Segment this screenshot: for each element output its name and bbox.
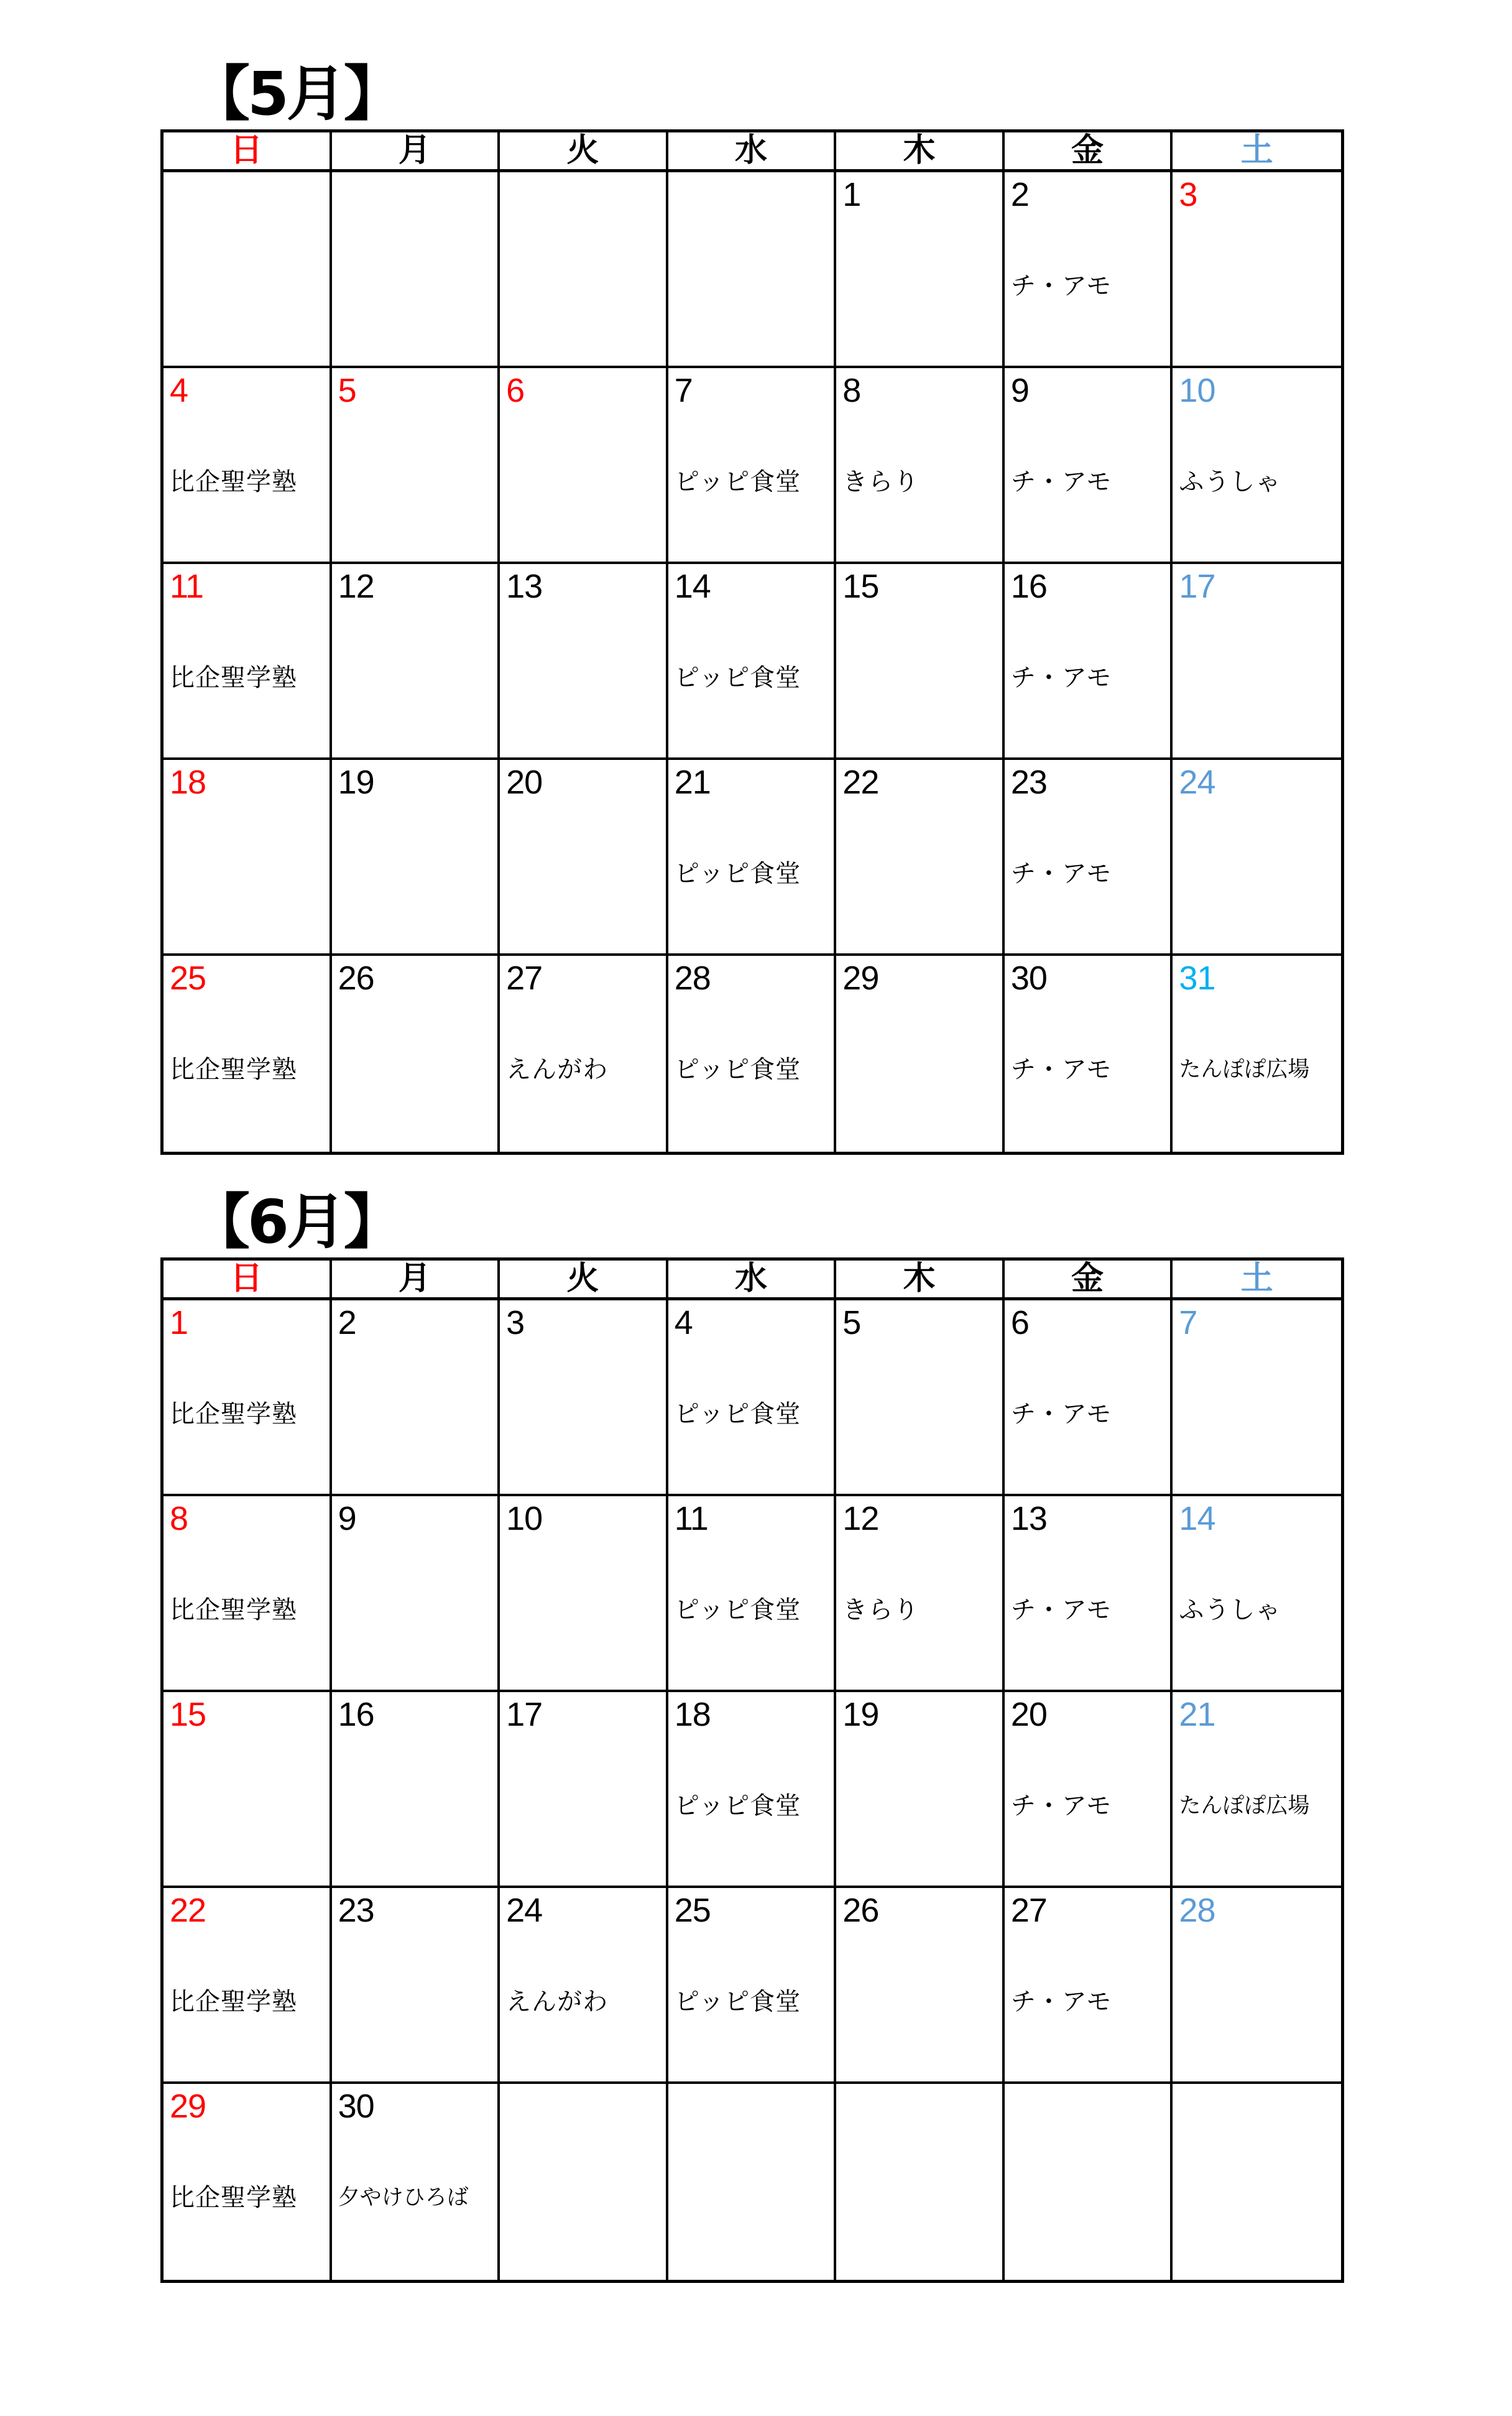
day-cell <box>1173 564 1341 757</box>
day-cell <box>836 1496 1005 1690</box>
weekday-sunday: 日 <box>164 132 332 169</box>
week-row <box>164 760 1341 956</box>
day-event: きらり <box>842 1596 920 1624</box>
day-number: 7 <box>674 372 693 409</box>
day-cell <box>1173 956 1341 1152</box>
day-cell <box>1005 368 1173 562</box>
day-number: 22 <box>170 1892 206 1929</box>
week-row <box>164 2084 1341 2280</box>
day-cell <box>836 2084 1005 2280</box>
day-cell <box>332 1300 500 1494</box>
weekday-sunday: 日 <box>164 1261 332 1297</box>
day-event: きらり <box>842 468 920 496</box>
day-cell <box>1173 1888 1341 2081</box>
day-cell <box>1173 1300 1341 1494</box>
day-number: 9 <box>1010 372 1029 409</box>
day-event: ピッピ食堂 <box>674 1792 801 1820</box>
day-cell <box>668 956 837 1152</box>
day-number: 12 <box>338 568 374 605</box>
day-number: 13 <box>506 568 543 605</box>
weekday-wednesday: 水 <box>668 1261 837 1297</box>
day-event: チ・アモ <box>1010 1988 1112 2016</box>
day-number: 30 <box>338 2088 374 2125</box>
day-number: 10 <box>506 1500 543 1537</box>
day-number: 5 <box>338 372 356 409</box>
day-cell <box>1173 1692 1341 1886</box>
day-cell <box>668 172 837 366</box>
day-event: えんがわ <box>506 1988 609 2016</box>
week-row <box>164 1692 1341 1888</box>
day-cell <box>1005 1496 1173 1690</box>
day-number: 6 <box>506 372 525 409</box>
day-cell <box>164 956 332 1152</box>
day-event: チ・アモ <box>1010 664 1112 692</box>
day-number: 18 <box>674 1696 711 1733</box>
day-number: 22 <box>842 764 879 801</box>
day-cell <box>1005 2084 1173 2280</box>
day-number: 27 <box>506 960 543 997</box>
day-cell <box>332 1888 500 2081</box>
day-cell <box>500 1692 668 1886</box>
day-cell <box>332 172 500 366</box>
day-event: ピッピ食堂 <box>674 1055 801 1084</box>
day-event: ピッピ食堂 <box>674 1596 801 1624</box>
week-row <box>164 1496 1341 1692</box>
day-cell <box>500 1496 668 1690</box>
day-cell <box>1173 172 1341 366</box>
day-cell <box>164 1496 332 1690</box>
day-event: 比企聖学塾 <box>170 1596 297 1624</box>
day-cell <box>164 564 332 757</box>
day-event: ピッピ食堂 <box>674 1400 801 1428</box>
weekday-wednesday: 水 <box>668 132 837 169</box>
day-cell <box>836 564 1005 757</box>
day-number: 23 <box>338 1892 374 1929</box>
day-number: 25 <box>170 960 206 997</box>
day-number: 26 <box>842 1892 879 1929</box>
day-number: 2 <box>338 1304 356 1341</box>
day-number: 31 <box>1179 960 1215 997</box>
day-cell <box>668 760 837 953</box>
weekday-saturday: 土 <box>1240 1260 1273 1297</box>
day-event: 比企聖学塾 <box>170 468 297 496</box>
day-cell <box>500 2084 668 2280</box>
day-cell <box>332 1692 500 1886</box>
day-cell <box>332 760 500 953</box>
day-cell <box>836 1300 1005 1494</box>
day-cell <box>500 1300 668 1494</box>
day-cell <box>668 564 837 757</box>
day-cell <box>500 1888 668 2081</box>
day-cell <box>164 368 332 562</box>
day-event: 夕やけひろば <box>338 2185 469 2210</box>
day-cell <box>332 1496 500 1690</box>
day-number: 1 <box>170 1304 188 1341</box>
day-event: ふうしゃ <box>1179 468 1281 496</box>
weekday-header-row <box>164 1261 1341 1300</box>
day-event: チ・アモ <box>1010 859 1112 888</box>
day-number: 7 <box>1179 1304 1197 1341</box>
day-number: 23 <box>1010 764 1047 801</box>
day-cell <box>1173 368 1341 562</box>
day-event: チ・アモ <box>1010 468 1112 496</box>
day-number: 20 <box>1010 1696 1047 1733</box>
weekday-header-row <box>164 132 1341 172</box>
day-number: 15 <box>170 1696 206 1733</box>
day-event: ピッピ食堂 <box>674 664 801 692</box>
day-event: 比企聖学塾 <box>170 1400 297 1428</box>
day-number: 14 <box>1179 1500 1215 1537</box>
day-cell <box>836 956 1005 1152</box>
day-event: ピッピ食堂 <box>674 859 801 888</box>
day-cell <box>1173 2084 1341 2280</box>
day-cell <box>1005 564 1173 757</box>
weekday-tuesday: 火 <box>500 132 668 169</box>
day-event: ピッピ食堂 <box>674 1988 801 2016</box>
day-number: 13 <box>1010 1500 1047 1537</box>
day-number: 29 <box>170 2088 206 2125</box>
day-event: 比企聖学塾 <box>170 1055 297 1084</box>
day-event: 比企聖学塾 <box>170 1988 297 2016</box>
month-title: 【5月】 <box>190 59 401 129</box>
day-cell <box>1005 1692 1173 1886</box>
day-event: ふうしゃ <box>1179 1596 1281 1624</box>
day-number: 29 <box>842 960 879 997</box>
day-number: 24 <box>1179 764 1215 801</box>
day-number: 12 <box>842 1500 879 1537</box>
day-number: 11 <box>170 568 204 605</box>
day-number: 16 <box>1010 568 1047 605</box>
day-number: 25 <box>674 1892 711 1929</box>
weekday-friday: 金 <box>1005 1261 1173 1297</box>
day-cell <box>1173 760 1341 953</box>
day-cell <box>500 564 668 757</box>
day-number: 3 <box>1179 176 1197 213</box>
day-cell <box>1005 1300 1173 1494</box>
day-number: 17 <box>506 1696 543 1733</box>
day-number: 30 <box>1010 960 1047 997</box>
day-number: 4 <box>170 372 188 409</box>
weekday-friday: 金 <box>1005 132 1173 169</box>
day-cell <box>500 956 668 1152</box>
day-cell <box>332 2084 500 2280</box>
day-cell <box>1005 760 1173 953</box>
day-number: 19 <box>338 764 374 801</box>
day-cell <box>668 1888 837 2081</box>
weekday-saturday: 土 <box>1240 132 1273 169</box>
calendar-grid <box>160 1257 1344 2283</box>
weekday-thursday: 木 <box>836 132 1005 169</box>
day-number: 19 <box>842 1696 879 1733</box>
day-event: えんがわ <box>506 1055 609 1084</box>
day-number: 21 <box>674 764 711 801</box>
day-number: 24 <box>506 1892 543 1929</box>
day-event: チ・アモ <box>1010 1400 1112 1428</box>
day-cell <box>668 1692 837 1886</box>
day-cell <box>164 1300 332 1494</box>
day-event: チ・アモ <box>1010 272 1112 300</box>
week-row <box>164 956 1341 1152</box>
day-event: たんぽぽ広場 <box>1179 1057 1310 1082</box>
week-row <box>164 1888 1341 2084</box>
day-number: 8 <box>842 372 861 409</box>
day-cell <box>836 760 1005 953</box>
day-event: たんぽぽ広場 <box>1179 1793 1310 1818</box>
day-number: 17 <box>1179 568 1215 605</box>
week-row <box>164 172 1341 368</box>
week-row <box>164 368 1341 564</box>
day-number: 4 <box>674 1304 693 1341</box>
day-cell <box>332 564 500 757</box>
month-title: 【6月】 <box>190 1187 401 1257</box>
day-cell <box>332 956 500 1152</box>
day-cell <box>836 172 1005 366</box>
weekday-monday: 月 <box>332 132 500 169</box>
day-cell <box>1005 1888 1173 2081</box>
week-row <box>164 1300 1341 1496</box>
day-cell <box>836 1692 1005 1886</box>
day-cell <box>164 1888 332 2081</box>
day-event: チ・アモ <box>1010 1792 1112 1820</box>
day-event: 比企聖学塾 <box>170 2183 297 2212</box>
day-number: 11 <box>674 1500 708 1537</box>
day-number: 5 <box>842 1304 861 1341</box>
day-number: 2 <box>1010 176 1029 213</box>
day-number: 27 <box>1010 1892 1047 1929</box>
day-event: チ・アモ <box>1010 1596 1112 1624</box>
day-cell <box>164 2084 332 2280</box>
day-event: ピッピ食堂 <box>674 468 801 496</box>
day-cell <box>332 368 500 562</box>
day-number: 14 <box>674 568 711 605</box>
day-cell <box>164 1692 332 1886</box>
day-cell <box>668 368 837 562</box>
day-number: 21 <box>1179 1696 1215 1733</box>
day-cell <box>500 368 668 562</box>
day-cell <box>1005 172 1173 366</box>
day-cell <box>1005 956 1173 1152</box>
day-number: 1 <box>842 176 861 213</box>
day-event: 比企聖学塾 <box>170 664 297 692</box>
day-number: 3 <box>506 1304 525 1341</box>
day-cell <box>668 1300 837 1494</box>
day-cell <box>500 760 668 953</box>
day-cell <box>668 2084 837 2280</box>
day-cell <box>1173 1496 1341 1690</box>
day-number: 20 <box>506 764 543 801</box>
weekday-thursday: 木 <box>836 1261 1005 1297</box>
day-number: 8 <box>170 1500 188 1537</box>
day-number: 10 <box>1179 372 1215 409</box>
day-number: 28 <box>1179 1892 1215 1929</box>
day-number: 15 <box>842 568 879 605</box>
weekday-tuesday: 火 <box>500 1261 668 1297</box>
day-number: 9 <box>338 1500 356 1537</box>
week-row <box>164 564 1341 760</box>
day-cell <box>836 368 1005 562</box>
day-number: 26 <box>338 960 374 997</box>
day-number: 6 <box>1010 1304 1029 1341</box>
day-event: チ・アモ <box>1010 1055 1112 1084</box>
calendar-grid <box>160 129 1344 1155</box>
day-number: 16 <box>338 1696 374 1733</box>
day-cell <box>164 760 332 953</box>
day-cell <box>500 172 668 366</box>
weekday-monday: 月 <box>332 1261 500 1297</box>
day-number: 18 <box>170 764 206 801</box>
day-cell <box>836 1888 1005 2081</box>
day-cell <box>668 1496 837 1690</box>
day-number: 28 <box>674 960 711 997</box>
day-cell <box>164 172 332 366</box>
